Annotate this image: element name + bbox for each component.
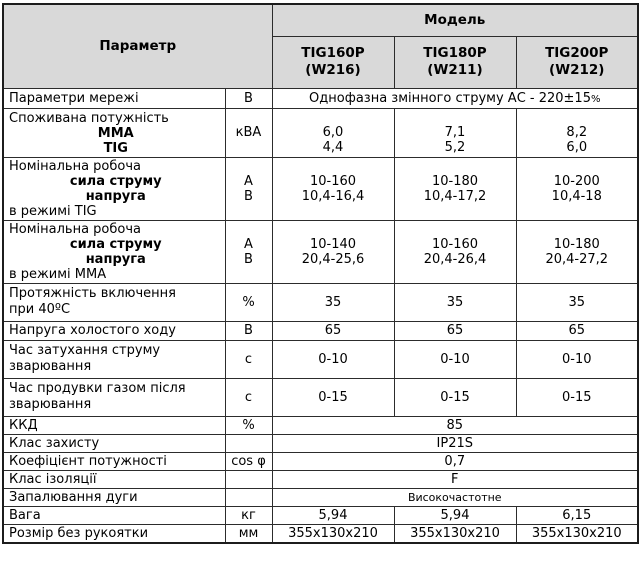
param-line: Номінальна робоча — [9, 221, 142, 237]
model-header-tig160p — [272, 36, 394, 88]
value-line: 6,0 — [566, 139, 588, 155]
value-line: 10-200 — [553, 173, 600, 189]
row-power-value-2 — [394, 108, 516, 157]
param-line: Час затухання струму — [9, 343, 161, 358]
mains-value-text: Однофазна змінного струму АС - 220±15 — [309, 90, 591, 106]
current-label: сила струму — [69, 173, 162, 189]
row-tig-value-2 — [394, 157, 516, 220]
param-column-header: Параметр — [3, 4, 272, 88]
row-protection-unit — [225, 434, 272, 452]
value-line: 4,4 — [322, 139, 344, 155]
unit-line: А — [244, 173, 253, 189]
model-name: TIG200P — [545, 45, 609, 61]
row-decay — [3, 340, 638, 378]
row-mma-units — [225, 220, 272, 283]
row-purge-unit: с — [225, 378, 272, 416]
row-power-param — [3, 108, 225, 157]
row-protection-param: Клас захисту — [3, 434, 225, 452]
param-line: Час продувки газом після — [9, 381, 186, 396]
model-code: (W211) — [427, 62, 483, 78]
row-purge-value-2: 0-15 — [394, 378, 516, 416]
value-line: 10,4-18 — [551, 188, 602, 204]
param-line: Споживана потужність — [9, 110, 169, 126]
row-noload-value-2: 65 — [394, 321, 516, 340]
param-line: в режимі ММА — [9, 266, 107, 282]
value-line: 20,4-25,6 — [301, 251, 365, 267]
model-code: (W212) — [549, 62, 605, 78]
value-line: 10-160 — [431, 236, 479, 252]
row-mma-param — [3, 220, 225, 283]
row-mains-param: Параметри мережі — [3, 88, 225, 108]
row-mma-value-2 — [394, 220, 516, 283]
row-weight-unit: кг — [225, 506, 272, 524]
row-weight-value-1: 5,94 — [272, 506, 394, 524]
row-size-value-1: 355х130х210 — [272, 524, 394, 543]
value-line: 10-140 — [309, 236, 357, 252]
model-name: TIG180P — [423, 45, 487, 61]
value-line: 7,1 — [444, 124, 466, 140]
value-line: 10,4-16,4 — [301, 188, 365, 204]
row-duty-param — [3, 283, 225, 321]
row-duty-value-3: 35 — [516, 283, 638, 321]
row-ignition-param: Запалювання дуги — [3, 488, 225, 506]
row-weight-value-3: 6,15 — [516, 506, 638, 524]
row-mma — [3, 220, 638, 283]
voltage-label: напруга — [85, 251, 146, 267]
value-line: 6,0 — [322, 124, 344, 140]
model-code: (W216) — [305, 62, 361, 78]
row-ignition — [3, 488, 638, 506]
model-header-tig200p — [516, 36, 638, 88]
row-decay-value-1: 0-10 — [272, 340, 394, 378]
row-insulation-param: Клас ізоляції — [3, 470, 225, 488]
voltage-label: напруга — [85, 188, 146, 204]
row-efficiency-unit: % — [225, 416, 272, 434]
param-line: в режимі TIG — [9, 203, 97, 219]
row-mains-unit: В — [225, 88, 272, 108]
unit-line: В — [244, 188, 253, 204]
model-name: TIG160P — [301, 45, 365, 61]
value-line: 20,4-27,2 — [545, 251, 609, 267]
value-line: 10-160 — [309, 173, 357, 189]
row-mma-value-3 — [516, 220, 638, 283]
param-line: зварювання — [9, 397, 92, 412]
row-weight-param: Вага — [3, 506, 225, 524]
model-header-tig180p — [394, 36, 516, 88]
row-powerfactor-unit: cos φ — [225, 452, 272, 470]
unit-line: А — [244, 236, 253, 252]
row-size-param: Розмір без рукоятки — [3, 524, 225, 543]
row-tig-param — [3, 157, 225, 220]
model-group-header: Модель — [272, 4, 638, 36]
row-efficiency — [3, 416, 638, 434]
value-line: 10-180 — [553, 236, 600, 252]
param-line: Протяжність включення — [9, 286, 176, 301]
row-protection-value: IP21S — [272, 434, 638, 452]
row-decay-param — [3, 340, 225, 378]
row-tig — [3, 157, 638, 220]
row-tig-value-3 — [516, 157, 638, 220]
row-duty — [3, 283, 638, 321]
row-protection — [3, 434, 638, 452]
row-efficiency-value: 85 — [272, 416, 638, 434]
row-noload-param: Напруга холостого ходу — [3, 321, 225, 340]
row-decay-unit: с — [225, 340, 272, 378]
row-tig-value-1 — [272, 157, 394, 220]
row-mains — [3, 88, 638, 108]
param-line: Номінальна робоча — [9, 158, 142, 174]
row-duty-value-2: 35 — [394, 283, 516, 321]
row-ignition-unit — [225, 488, 272, 506]
row-size-unit: мм — [225, 524, 272, 543]
row-tig-units — [225, 157, 272, 220]
row-insulation — [3, 470, 638, 488]
row-noload — [3, 321, 638, 340]
row-duty-value-1: 35 — [272, 283, 394, 321]
row-decay-value-2: 0-10 — [394, 340, 516, 378]
row-size — [3, 524, 638, 543]
row-size-value-3: 355х130х210 — [516, 524, 638, 543]
current-label: сила струму — [69, 236, 162, 252]
row-efficiency-param: ККД — [3, 416, 225, 434]
row-powerfactor-value: 0,7 — [272, 452, 638, 470]
row-power-value-3 — [516, 108, 638, 157]
row-power-unit: кВА — [225, 108, 272, 157]
mode-mma-label: ММА — [97, 125, 134, 141]
row-insulation-unit — [225, 470, 272, 488]
row-purge-param — [3, 378, 225, 416]
row-decay-value-3: 0-10 — [516, 340, 638, 378]
row-noload-value-3: 65 — [516, 321, 638, 340]
row-purge-value-3: 0-15 — [516, 378, 638, 416]
row-mma-value-1 — [272, 220, 394, 283]
row-insulation-value: F — [272, 470, 638, 488]
row-power-value-1 — [272, 108, 394, 157]
value-line: 20,4-26,4 — [423, 251, 487, 267]
spec-table — [2, 3, 639, 544]
value-line: 8,2 — [566, 124, 588, 140]
unit-line: В — [244, 251, 253, 267]
row-size-value-2: 355х130х210 — [394, 524, 516, 543]
row-powerfactor-param: Коефіцієнт потужності — [3, 452, 225, 470]
row-duty-unit: % — [225, 283, 272, 321]
row-mains-value — [272, 88, 638, 108]
param-line: зварювання — [9, 359, 92, 374]
value-line: 10-180 — [431, 173, 479, 189]
row-weight — [3, 506, 638, 524]
param-line: при 40ºС — [9, 302, 71, 317]
row-purge — [3, 378, 638, 416]
value-line: 10,4-17,2 — [423, 188, 487, 204]
row-power — [3, 108, 638, 157]
value-line: 5,2 — [444, 139, 466, 155]
row-noload-unit: В — [225, 321, 272, 340]
mode-tig-label: TIG — [103, 140, 128, 156]
row-purge-value-1: 0-15 — [272, 378, 394, 416]
row-ignition-value: Високочастотне — [272, 488, 638, 506]
mains-value-percent: % — [590, 93, 601, 105]
row-weight-value-2: 5,94 — [394, 506, 516, 524]
row-noload-value-1: 65 — [272, 321, 394, 340]
row-powerfactor — [3, 452, 638, 470]
